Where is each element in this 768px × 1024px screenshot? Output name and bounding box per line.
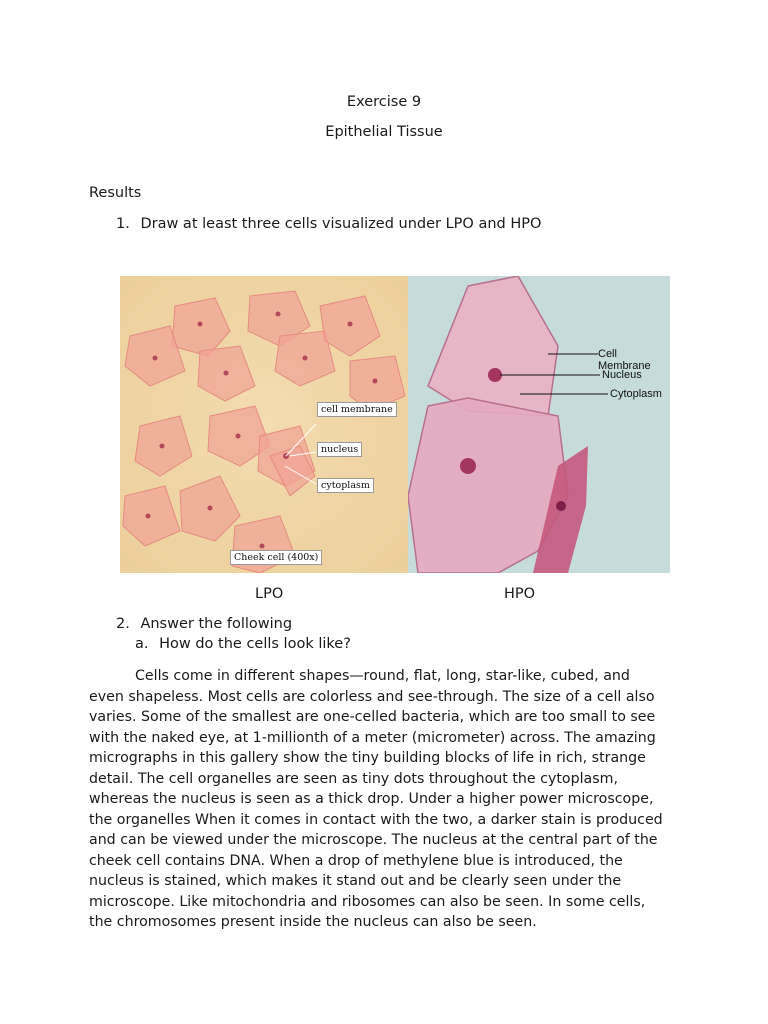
hpo-micrograph (408, 276, 670, 573)
sub-item-letter: a. (135, 636, 149, 652)
exercise-number: Exercise 9 (346, 94, 422, 110)
results-heading: Results (89, 185, 142, 201)
list-item-text: Draw at least three cells visualized under LPO and HPO (140, 216, 542, 232)
list-item-number: 1. (116, 216, 130, 232)
document-title: Epithelial Tissue (325, 124, 443, 140)
lpo-label-cell-membrane: cell membrane (317, 402, 397, 417)
hpo-label-cytoplasm: Cytoplasm (610, 388, 662, 400)
list-item-text: Answer the following (140, 616, 293, 632)
sub-item-text: How do the cells look like? (159, 636, 351, 652)
sub-item-a (135, 636, 351, 652)
lpo-micrograph (120, 276, 408, 573)
hpo-label-nucleus: Nucleus (602, 369, 642, 381)
list-item-2 (116, 616, 292, 632)
figure-caption-lpo: LPO (255, 586, 284, 602)
lpo-label-cytoplasm: cytoplasm (317, 478, 374, 493)
micrograph-figure (120, 276, 670, 573)
lpo-caption-cheek-cell: Cheek cell (400x) (230, 550, 322, 565)
hpo-label-cell-membrane: Cell Membrane (598, 348, 651, 372)
figure-caption-hpo: HPO (504, 586, 536, 602)
answer-paragraph: Cells come in different shapes—round, flat, long, star-like, cubed, and even shapeless. Most cells are colorless and see-through. The size of a cell also varies. Some of the smallest are one-celled bacteria, which are too small to see with the naked eye, at 1-millionth of a meter (micrometer) across. The amazing micrographs in this gallery show the tiny building blocks of life in rich, strange detail. The cell organelles are seen as tiny dots throughout the cytoplasm, whereas the nucleus is seen as a thick drop. Under a higher power microscope, the organelles When it comes in contact with the two, a darker stain is produced and can be viewed under the microscope. The nucleus at the central part of the cheek cell contains DNA. When a drop of methylene blue is introduced, the nucleus is stained, which makes it stand out and be clearly seen under the microscope. Like mitochondria and ribosomes can also be seen. In some cells, the chromosomes present inside the nucleus can also be seen. (89, 668, 663, 930)
list-item-1 (116, 216, 541, 232)
list-item-number: 2. (116, 616, 130, 632)
lpo-label-nucleus: nucleus (317, 442, 362, 457)
